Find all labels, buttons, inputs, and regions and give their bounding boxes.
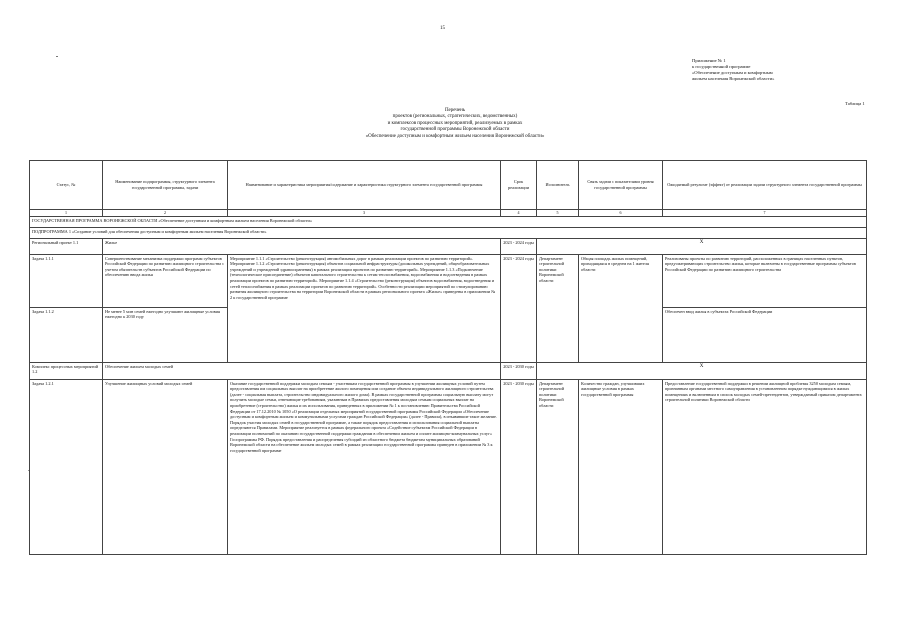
header-status: Статус, №: [30, 161, 103, 210]
header-row: [30, 161, 867, 210]
z111-executor: Департамент строительной политики Воронежской области: [537, 254, 579, 362]
column-number: 6: [579, 210, 663, 217]
rp-status: Региональный проект 1.1: [30, 238, 103, 254]
title-line: и комплексов процессных мероприятий, реализуемых в рамках: [387, 120, 523, 126]
kpm-name: Обеспечение жильем молодых семей: [103, 362, 501, 379]
title-line: Перечень: [444, 108, 466, 113]
appendix-note: [692, 58, 882, 82]
rp-name: Жилье: [103, 238, 501, 254]
z121-term: 2023 - 2030 годы: [501, 379, 537, 554]
header-link: Связь задачи с показателями уровня государственной программы: [579, 161, 663, 210]
z121-result: Предоставление государственной поддержки в решении жилищной проблемы 3250 молодым семьям, признанным органами местного самоуправления в установленном порядке нуждающимися в жилых помещениях и включенным в список молодых семей-претендентов, утверждаемый приказом департамента строительной политики Воронежской области: [663, 379, 867, 554]
table-label: Таблица 1: [845, 101, 865, 106]
subprogram-row: ПОДПРОГРАММА 1 «Создание условий для обеспечения доступным и комфортным жильем населения Воронежской области»: [30, 227, 867, 238]
table-row: [30, 362, 867, 379]
header-result: Ожидаемый результат (эффект) от реализации задачи структурного элемента государственной программы: [663, 161, 867, 210]
rp-x-mark: X: [537, 238, 867, 254]
page-number: 15: [440, 26, 445, 31]
appendix-line: «Обеспечение доступным и комфортным: [692, 70, 773, 75]
kpm-term: 2023 - 2030 годы: [501, 362, 537, 379]
header-executor: Исполнитель: [537, 161, 579, 210]
table-row: [30, 379, 867, 554]
z121-name: Улучшение жилищных условий молодых семей: [103, 379, 228, 554]
z112-name: Не менее 5 млн семей ежегодно улучшают жилищные условия ежегодно к 2030 году: [103, 307, 228, 362]
kpm-status: Комплекс процессных мероприятий 1.2: [30, 362, 103, 379]
z112-status: Задача 1.1.2: [30, 307, 103, 362]
column-number: 5: [537, 210, 579, 217]
title-line: «Обеспечение доступным и комфортным жильем населения Воронежской области»: [365, 133, 545, 139]
kpm-x-mark: X: [537, 362, 867, 379]
column-number: 4: [501, 210, 537, 217]
title-line: проектов (региональных, стратегических, ведомственных): [392, 114, 518, 120]
z121-executor: Департамент строительной политики Воронежской области: [537, 379, 579, 554]
table-row: [30, 227, 867, 238]
appendix-line: к государственной программе: [692, 64, 751, 69]
rp-term: 2023 - 2024 годы: [501, 238, 537, 254]
column-number: 3: [228, 210, 501, 217]
z111-link: Общая площадь жилых помещений, приходящаяся в среднем на 1 жителя области: [579, 254, 663, 362]
z121-link: Количество граждан, улучшивших жилищные условия в рамках государственной программы: [579, 379, 663, 554]
z111-name: Совершенствование механизма поддержки программ субъектов Российской Федерации по развитию жилищного строительства с учетом обязательств субъектов Российской Федерации по обеспечению ввода жилья: [103, 254, 228, 307]
column-number-row: [30, 210, 867, 217]
z121-status: Задача 1.2.1: [30, 379, 103, 554]
z111-status: Задача 1.1.1: [30, 254, 103, 307]
header-measures: Наименование и характеристика мероприятия/содержание и характеристика структурного элемента государственной программы: [228, 161, 501, 210]
appendix-line: жильем населения Воронежской области»: [692, 76, 775, 81]
table-row: [30, 254, 867, 307]
z121-measures: Оказание государственной поддержки молодым семьям - участникам государственной программы в улучшении жилищных условий путем предоставления им социальных выплат на приобретение жилого помещения или создание объекта индивидуального жилищного строительства (далее - социальная выплата, строительство индивидуального жилого дома). В рамках государственной программы социальную выплату могут получить молодые семьи, отвечающие требованиям, указанным в Правилах предоставления молодым семьям социальных выплат на приобретение (строительство) жилья и их использования, приведенных в приложении № 1 к постановлению Правительства Российской Федерации от 17.12.2010 № 1050 «О реализации отдельных мероприятий государственной программы Российской Федерации «Обеспечение доступным и комфортным жильем и коммунальными услугами граждан Российской Федерации» (далее - Правила), в изъявившие такое желание. Порядок участия молодых семей в государственной программе, а также порядок предоставления и использования социальной выплаты определяются Правилами. Мероприятие реализуется в рамках федерального проекта «Содействие субъектам Российской Федерации в реализации полномочий по оказанию государственной поддержки гражданам в обеспечении жильем и оплате жилищно-коммунальных услуг» Госпрограммы РФ. Порядок предоставления и распределения субсидий из областного бюджета бюджетам муниципальных образований Воронежской области на обеспечение жильем молодых семей в рамках реализации государственной программы приведен в приложении № 3 к государственной программе: [228, 379, 501, 554]
z111-term: 2023 - 2024 годы: [501, 254, 537, 362]
column-number: 1: [30, 210, 103, 217]
z111-measures: Мероприятие 1.1.1 «Строительство (реконструкция) автомобильных дорог в рамках реализации проектов по развитию территорий». Мероприятие 1.1.2 «Строительство (реконструкция) объектов социальной инфраструктуры (дошкольных учреждений, общеобразовательных учреждений и учреждений здравоохранения) в рамках реализации проектов по развитию территорий». Мероприятие 1.1.3 «Подключение (технологическое присоединение) объектов капитального строительства к сетям теплоснабжения, водоснабжения и водоотведения в рамках реализации проектов по развитию территорий». Мероприятие 1.1.4 «Строительство (реконструкция) объектов водоснабжения, водоотведения и сетей теплоснабжения в рамках реализации проектов по развитию территорий». Особенности реализации мероприятий по стимулированию развития жилищного строительства на территории Воронежской области в рамках регионального проекта «Жилье» приведены в приложении № 2 к государственной программе: [228, 254, 501, 362]
z111-result: Реализованы проекты по развитию территорий, расположенных в границах населенных пунктов, предусматривающих строительство жилья, которые включены в государственные программы субъектов Российской Федерации по развитию жилищного строительства: [663, 254, 867, 307]
title-line: государственной программы Воронежской области: [400, 127, 510, 133]
header-name: Наименование подпрограммы, структурного элемента государственной программы, задачи: [103, 161, 228, 210]
appendix-line: Приложение № 1: [692, 58, 726, 63]
document-title: [250, 108, 660, 140]
column-number: 7: [663, 210, 867, 217]
z112-result: Обеспечен ввод жилья в субъектах Российской Федерации: [663, 307, 867, 362]
column-number: 2: [103, 210, 228, 217]
table-row: [30, 216, 867, 227]
projects-table: [29, 160, 867, 555]
header-term: Срок реализации: [501, 161, 537, 210]
state-program-row: ГОСУДАРСТВЕННАЯ ПРОГРАММА ВОРОНЕЖСКОЙ ОБЛАСТИ «Обеспечение доступным и комфортным жильем населения Воронежской области»: [30, 216, 867, 227]
table-row: [30, 238, 867, 254]
scan-speck: [56, 56, 58, 57]
